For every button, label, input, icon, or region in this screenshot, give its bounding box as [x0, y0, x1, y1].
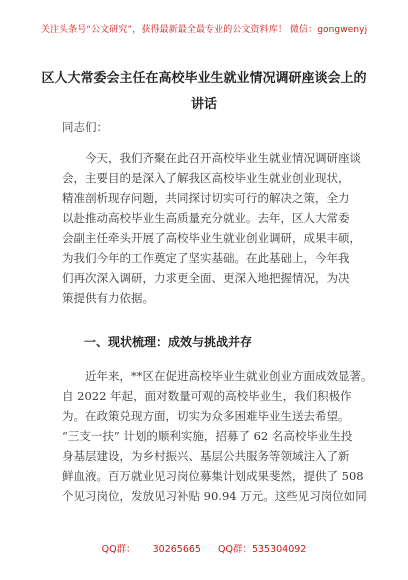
- title-line-1: 区人大常委会主任在高校毕业生就业情况调研座谈会上的: [41, 71, 367, 86]
- promo-header: 关注头条号“公文研究”，获得最新最全最专业的公文资料库！ 微信：gongwenyj: [40, 25, 368, 35]
- paragraph-line: 个见习岗位，发放见习补贴 90.94 万元。这些见习岗位如同: [62, 489, 367, 503]
- paragraph-line: “三支一扶” 计划的顺利实施，招募了 62 名高校毕业生投: [62, 429, 353, 443]
- paragraph-status: [62, 366, 373, 506]
- paragraph-line: 身基层建设，为乡村振兴、基层公共服务等领域注入了新: [62, 449, 350, 463]
- salutation: 同志们：: [62, 120, 108, 134]
- paragraph-intro: [62, 148, 361, 308]
- paragraph-line: 为。在政策兑现方面，切实为众多困难毕业生送去希望。: [62, 409, 350, 423]
- document-title: [0, 66, 408, 118]
- paragraph-line: 们再次深入调研，力求更全面、更深入地把握情况，为决: [62, 271, 350, 285]
- paragraph-line: 会副主任牵头开展了高校毕业生就业创业调研，成果丰硕，: [62, 231, 361, 245]
- paragraph-line: 近年来，**区在促进高校毕业生就业创业方面成效显著。: [85, 369, 373, 383]
- paragraph-line: 以赴推动高校毕业生高质量充分就业。去年，区人大常委: [62, 211, 350, 225]
- paragraph-line: 今天，我们齐聚在此召开高校毕业生就业情况调研座谈: [85, 151, 361, 165]
- title-line-2: 讲话: [190, 97, 217, 112]
- paragraph-line: 自 2022 年起，面对数量可观的高校毕业生，我们积极作: [62, 389, 352, 403]
- paragraph-line: 会，主要目的是深入了解我区高校毕业生就业创业现状，: [62, 171, 350, 185]
- section-heading: 一、现状梳理：成效与挑战并存: [84, 335, 253, 349]
- qq-group-footer: QQ群： 30265665 QQ群：535304092: [101, 544, 307, 555]
- paragraph-line: 策提供有力依据。: [62, 291, 154, 305]
- paragraph-line: 为我们今年的工作奠定了坚实基础。在此基础上，今年我: [62, 251, 350, 265]
- paragraph-line: 精准剖析现存问题，共同探讨切实可行的解决之策，全力: [62, 191, 350, 205]
- paragraph-line: 鲜血液。百万就业见习岗位募集计划成果斐然，提供了 508: [62, 469, 364, 483]
